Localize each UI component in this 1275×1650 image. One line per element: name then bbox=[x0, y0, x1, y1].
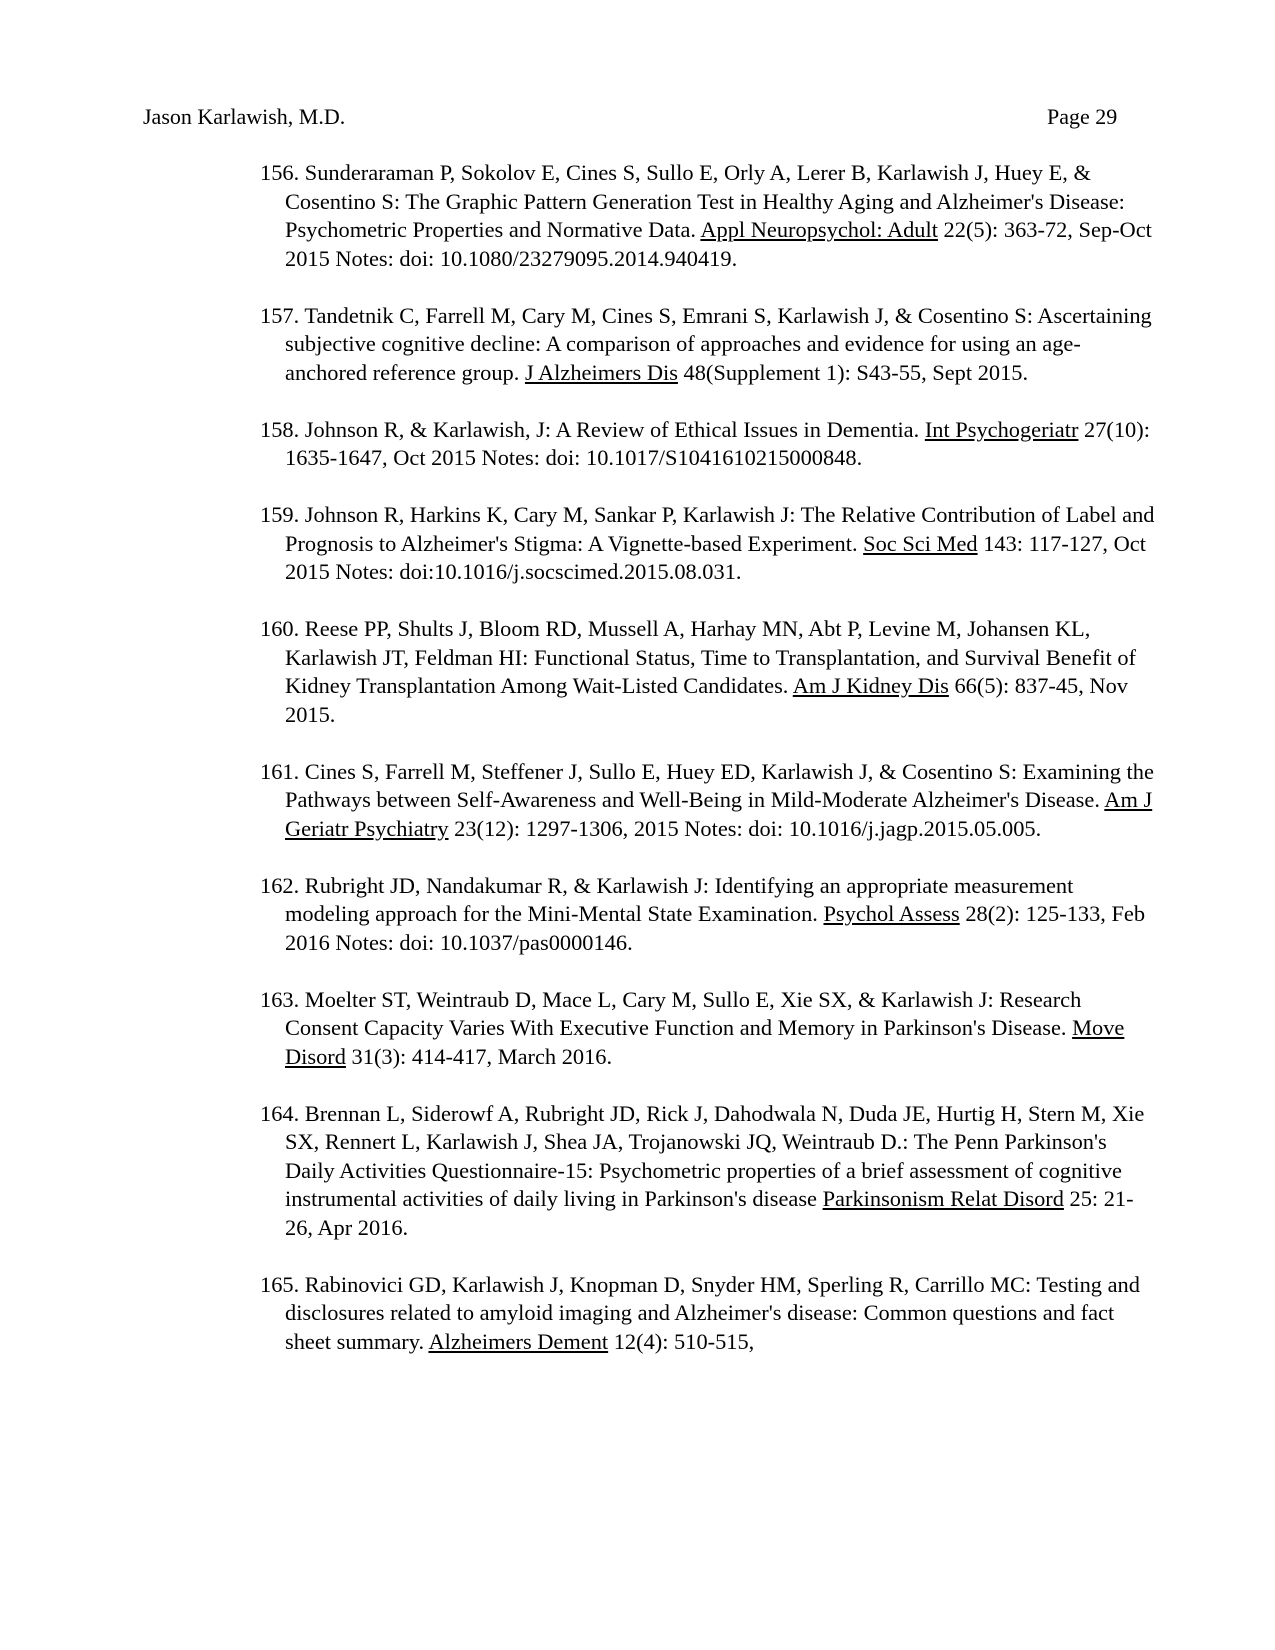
page-number: Page 29 bbox=[1047, 104, 1118, 129]
reference-text: Moelter ST, Weintraub D, Mace L, Cary M, Sullo E, Xie SX, & Karlawish J: Research Consent Capacity Varies With Executive Function and Memory in Parkinson's Disease. bbox=[285, 986, 1082, 1040]
reference-citation: 31(3): 414-417, March 2016. bbox=[345, 1043, 613, 1069]
journal-link[interactable]: Alzheimers Dement bbox=[428, 1328, 609, 1354]
reference-citation: 28(2): 125-133, Feb 2016 Notes: doi: 10.1037/pas0000146. bbox=[285, 901, 1146, 955]
reference-item bbox=[260, 1271, 1157, 1357]
reference-number: 160. bbox=[260, 616, 300, 641]
reference-item bbox=[260, 501, 1157, 587]
reference-number: 158. bbox=[260, 416, 300, 442]
reference-item bbox=[260, 1100, 1157, 1243]
journal-link[interactable]: Am J Geriatr Psychiatry bbox=[285, 787, 1153, 841]
reference-citation: 23(12): 1297-1306, 2015 Notes: doi: 10.1016/j.jagp.2015.05.005. bbox=[448, 815, 1042, 841]
journal-link[interactable]: Am J Kidney Dis bbox=[792, 673, 949, 698]
journal-link[interactable]: Psychol Assess bbox=[823, 901, 960, 926]
reference-citation: 27(10): 1635-1647, Oct 2015 Notes: doi: 10.1017/S1041610215000848. bbox=[285, 416, 1150, 470]
reference-citation: 66(5): 837-45, Nov 2015. bbox=[285, 673, 1128, 727]
reference-item bbox=[260, 758, 1157, 844]
reference-text: Tandetnik C, Farrell M, Cary M, Cines S, Emrani S, Karlawish J, & Cosentino S: Ascertaining subjective cognitive decline: A comparison of approaches and evidence for using an age-anchored reference group. bbox=[285, 302, 1152, 385]
reference-list bbox=[260, 159, 1157, 1385]
reference-number: 156. bbox=[260, 160, 300, 185]
reference-item bbox=[260, 615, 1157, 729]
journal-link[interactable]: Parkinsonism Relat Disord bbox=[822, 1186, 1064, 1211]
reference-text: Brennan L, Siderowf A, Rubright JD, Rick J, Dahodwala N, Duda JE, Hurtig H, Stern M, Xie SX, Rennert L, Karlawish J, Shea JA, Trojanowski JQ, Weintraub D.: The Penn Parkinson's Daily Activities Questionnaire-15: Psychometric properties of a brief assessment of cognitive instrumental activities of daily living in Parkinson's disease bbox=[285, 1100, 1145, 1211]
reference-number: 165. bbox=[260, 1271, 300, 1297]
reference-item bbox=[260, 872, 1157, 958]
journal-link[interactable]: Move Disord bbox=[285, 1015, 1125, 1069]
reference-number: 157. bbox=[260, 302, 300, 328]
reference-number: 161. bbox=[260, 758, 300, 784]
reference-citation: 22(5): 363-72, Sep-Oct 2015 Notes: doi: 10.1080/23279095.2014.940419. bbox=[285, 217, 1152, 271]
reference-number: 164. bbox=[260, 1100, 300, 1126]
author-name: Jason Karlawish, M.D. bbox=[143, 104, 346, 129]
reference-text: Rabinovici GD, Karlawish J, Knopman D, Snyder HM, Sperling R, Carrillo MC: Testing and disclosures related to amyloid imaging and Alzheimer's disease: Common questions and fact sheet summary. bbox=[285, 1271, 1140, 1354]
journal-link[interactable]: J Alzheimers Dis bbox=[524, 359, 678, 385]
reference-item bbox=[260, 416, 1157, 473]
journal-link[interactable]: Int Psychogeriatr bbox=[924, 416, 1079, 442]
reference-text: Rubright JD, Nandakumar R, & Karlawish J: Identifying an appropriate measurement modeling approach for the Mini-Mental State Examination. bbox=[285, 872, 1074, 926]
reference-number: 163. bbox=[260, 986, 300, 1012]
reference-item bbox=[260, 159, 1157, 273]
reference-text: Johnson R, Harkins K, Cary M, Sankar P, Karlawish J: The Relative Contribution of Label and Prognosis to Alzheimer's Stigma: A Vignette-based Experiment. bbox=[285, 502, 1155, 556]
reference-text: Johnson R, & Karlawish, J: A Review of Ethical Issues in Dementia. bbox=[299, 416, 925, 442]
reference-item bbox=[260, 986, 1157, 1072]
journal-link[interactable]: Soc Sci Med bbox=[863, 530, 978, 556]
reference-citation: 48(Supplement 1): S43-55, Sept 2015. bbox=[677, 359, 1029, 385]
reference-text: Sunderaraman P, Sokolov E, Cines S, Sullo E, Orly A, Lerer B, Karlawish J, Huey E, & Cosentino S: The Graphic Pattern Generation Test in Healthy Aging and Alzheimer's Disease: Psychometric Properties and Normative Data. bbox=[285, 160, 1125, 242]
reference-item bbox=[260, 302, 1157, 388]
reference-citation: 12(4): 510-515, bbox=[608, 1328, 755, 1354]
reference-citation: 143: 117-127, Oct 2015 Notes: doi:10.1016/j.socscimed.2015.08.031. bbox=[285, 530, 1146, 584]
reference-text: Cines S, Farrell M, Steffener J, Sullo E, Huey ED, Karlawish J, & Cosentino S: Examining the Pathways between Self-Awareness and Well-Being in Mild-Moderate Alzheimer's Disease. bbox=[285, 758, 1154, 812]
journal-link[interactable]: Appl Neuropsychol: Adult bbox=[700, 217, 938, 242]
reference-text: Reese PP, Shults J, Bloom RD, Mussell A, Harhay MN, Abt P, Levine M, Johansen KL, Karlawish JT, Feldman HI: Functional Status, Time to Transplantation, and Survival Benefit of Kidney Transplantation Among Wait-Listed Candidates. bbox=[285, 616, 1136, 698]
reference-citation: 25: 21-26, Apr 2016. bbox=[285, 1186, 1134, 1240]
reference-number: 162. bbox=[260, 872, 300, 898]
reference-number: 159. bbox=[260, 502, 300, 527]
